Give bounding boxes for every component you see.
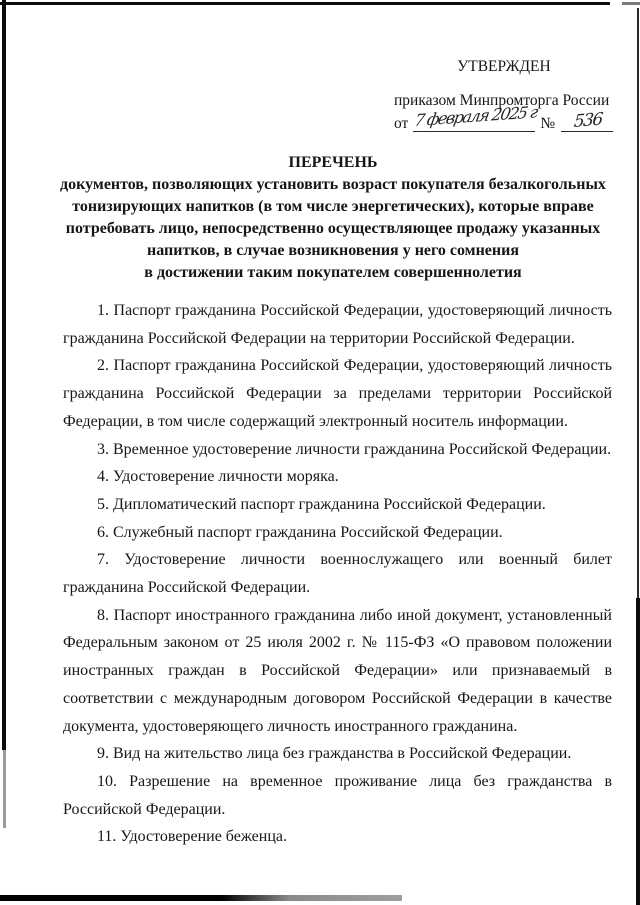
- scan-artifact-right-edge-lower: [636, 598, 640, 905]
- scan-artifact-top-edge: [0, 2, 610, 5]
- handwritten-number: 536: [573, 109, 603, 132]
- document-body: [63, 297, 612, 851]
- scan-artifact-left-edge: [2, 0, 6, 750]
- approval-date-line: [394, 102, 614, 134]
- scan-artifact-right-edge: [637, 8, 639, 598]
- approval-byline: приказом Минпромторга России: [394, 92, 610, 109]
- list-item-3: 3. Временное удостоверение личности гражданина Российской Федерации.: [97, 440, 612, 458]
- title-line: потребовать лицо, непосредственно осуществляющее продажу указанных: [65, 220, 601, 237]
- list-item-6: 6. Служебный паспорт гражданина Российской Федерации.: [97, 523, 503, 541]
- title-line: ПЕРЕЧЕНЬ: [288, 154, 378, 171]
- list-item-9: 9. Вид на жительство лица без гражданства в Российской Федерации.: [97, 745, 572, 763]
- title-line: тонизирующих напитков (в том числе энергетических), которые вправе: [72, 198, 594, 215]
- list-item-5: 5. Дипломатический паспорт гражданина Российской Федерации.: [97, 495, 546, 513]
- title-line: документов, позволяющих установить возраст покупателя безалкогольных: [60, 176, 606, 193]
- number-blank-line: [561, 109, 613, 132]
- list-item-1: 1. Паспорт гражданина Российской Федерации, удостоверяющий личность гражданина Российской Федерации на территории Российской Федерации.: [63, 302, 612, 347]
- title-line: напитков, в случае возникновения у него сомнения: [147, 242, 519, 259]
- list-item-2: 2. Паспорт гражданина Российской Федерации, удостоверяющий личность гражданина Российской Федерации за пределами территории Российской Федерации, в том числе содержащий электронный носитель информации.: [63, 357, 612, 430]
- date-blank-line: [413, 102, 539, 132]
- scan-artifact-bottom-edge: [0, 895, 402, 901]
- handwritten-date: 7 февраля 2025 г: [413, 102, 539, 130]
- list-item-8: 8. Паспорт иностранного гражданина либо иной документ, установленный Федеральным законом от 25 июля 2002 г. № 115-ФЗ «О правовом положении иностранных граждан в Российской Федерации» или признаваемый в соответствии с международным договором Российской Федерации в качестве документа, удостоверяющего личность иностранного гражданина.: [63, 606, 612, 735]
- list-item-11: 11. Удостоверение беженца.: [97, 828, 288, 846]
- list-item-7: 7. Удостоверение личности военнослужащего или военный билет гражданина Российской Федерации.: [63, 551, 612, 597]
- list-item-4: 4. Удостоверение личности моряка.: [97, 468, 339, 486]
- approval-block: [394, 57, 614, 134]
- scan-artifact-left-edge-fade: [3, 750, 6, 828]
- document-title: [34, 152, 632, 284]
- scan-artifact-top-right-edge: [622, 2, 640, 5]
- from-label: от: [394, 115, 409, 132]
- title-line: в достижении таким покупателем совершеннолетия: [144, 264, 522, 281]
- number-sign: №: [540, 115, 556, 132]
- approval-stamp: УТВЕРЖДЕН: [457, 58, 551, 75]
- list-item-10: 10. Разрешение на временное проживание лица без гражданства в Российской Федерации.: [63, 772, 612, 818]
